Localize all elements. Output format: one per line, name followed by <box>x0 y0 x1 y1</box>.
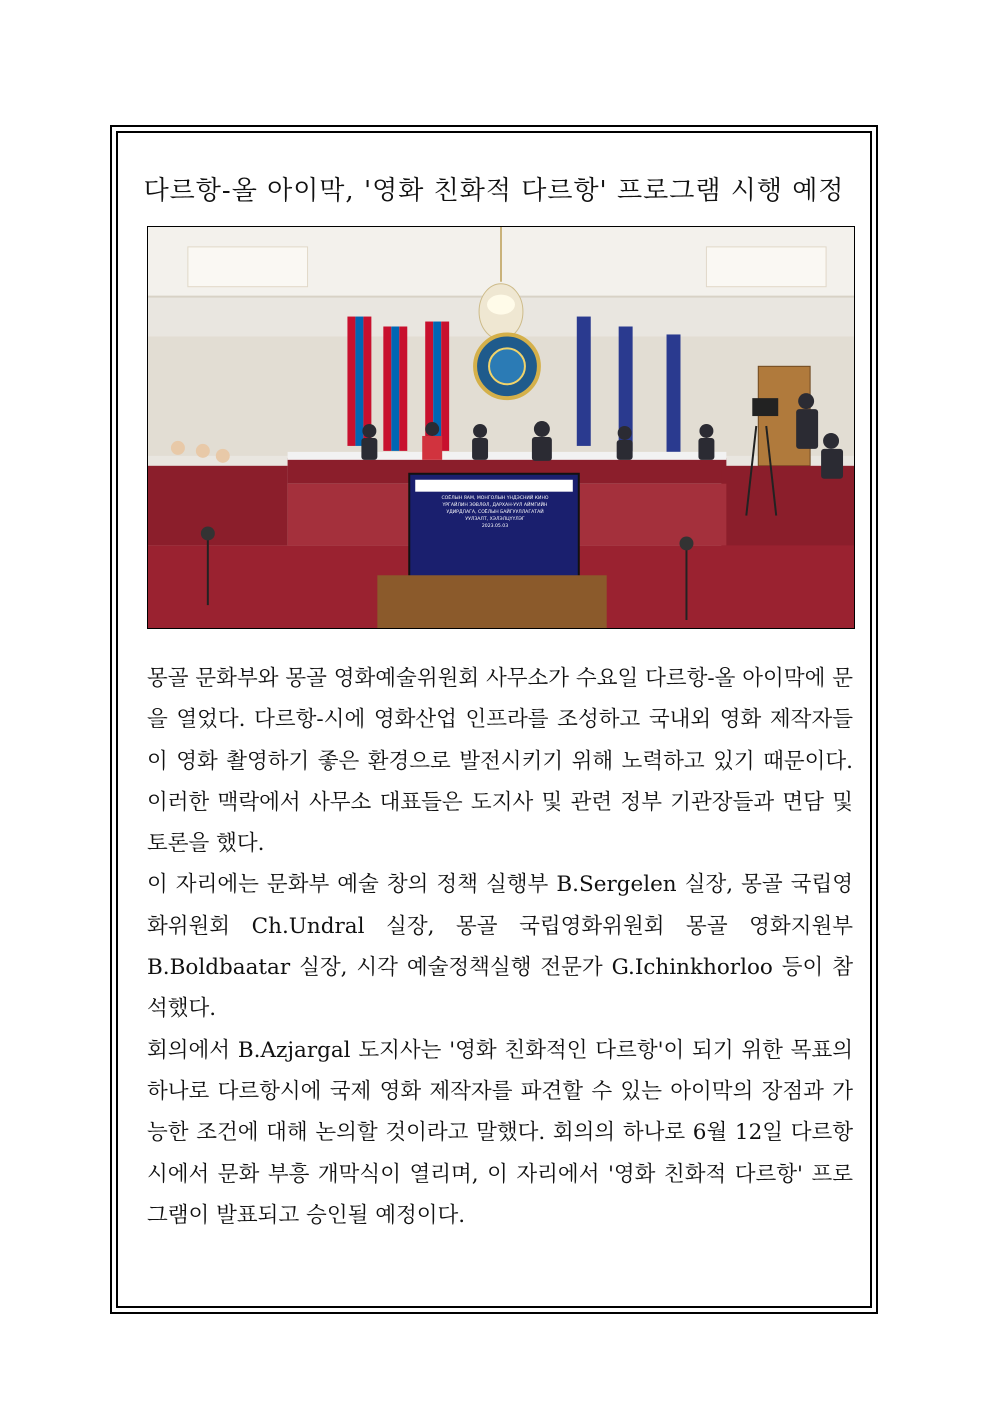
conference-photo <box>147 226 855 629</box>
page-border-outer <box>110 125 878 1314</box>
page-border-inner <box>116 131 872 1308</box>
conference-photo-illustration <box>148 227 854 628</box>
article-body <box>147 658 853 1236</box>
paragraph-3: 회의에서 B.Azjargal 도지사는 '영화 친화적인 다르항'이 되기 위한 목표의 하나로 다르항시에 국제 영화 제작자를 파견할 수 있는 아이막의 장점과 가능한 조건에 대해 논의할 것이라고 말했다. 회의의 하나로 6월 12일 다르항시에서 문화 부흥 개막식이 열리며, 이 자리에서 '영화 친화적 다르항' 프로그램이 발표되고 승인될 예정이다. <box>147 1037 853 1228</box>
screen-slide-text: СОЁЛЫН ЯАМ, МОНГОЛЫН ҮНДЭСНИЙ КИНО ҮРГАЙЛИН ЗӨВЛӨЛ, ДАРХАН-УУЛ АЙМГИЙН УДИРДЛАГА, СОЁЛЫН БАЙГУУЛЛАГАТАЙ УУЛЗАЛТ, ХЭЛЭЛЦҮҮЛЭГ 2023.05.03 <box>441 496 549 529</box>
article-title: 다르항-올 아이막, '영화 친화적 다르항' 프로그램 시행 예정 <box>143 176 845 206</box>
paragraph-1: 몽골 문화부와 몽골 영화예술위원회 사무소가 수요일 다르항-올 아이막에 문을 열었다. 다르항-시에 영화산업 인프라를 조성하고 국내외 영화 제작자들이 영화 촬영하기 좋은 환경으로 발전시키기 위해 노력하고 있기 때문이다. 이러한 맥락에서 사무소 대표들은 도지사 및 관련 정부 기관장들과 면담 및 토론을 했다. <box>147 666 853 857</box>
paragraph-2: 이 자리에는 문화부 예술 창의 정책 실행부 B.Sergelen 실장, 몽골 국립영화위원회 Ch.Undral 실장, 몽골 국립영화위원회 몽골 영화지원부 B.Boldbaatar 실장, 시각 예술정책실행 전문가 G.Ichinkhorloo 등이 참석했다. <box>147 872 853 1022</box>
